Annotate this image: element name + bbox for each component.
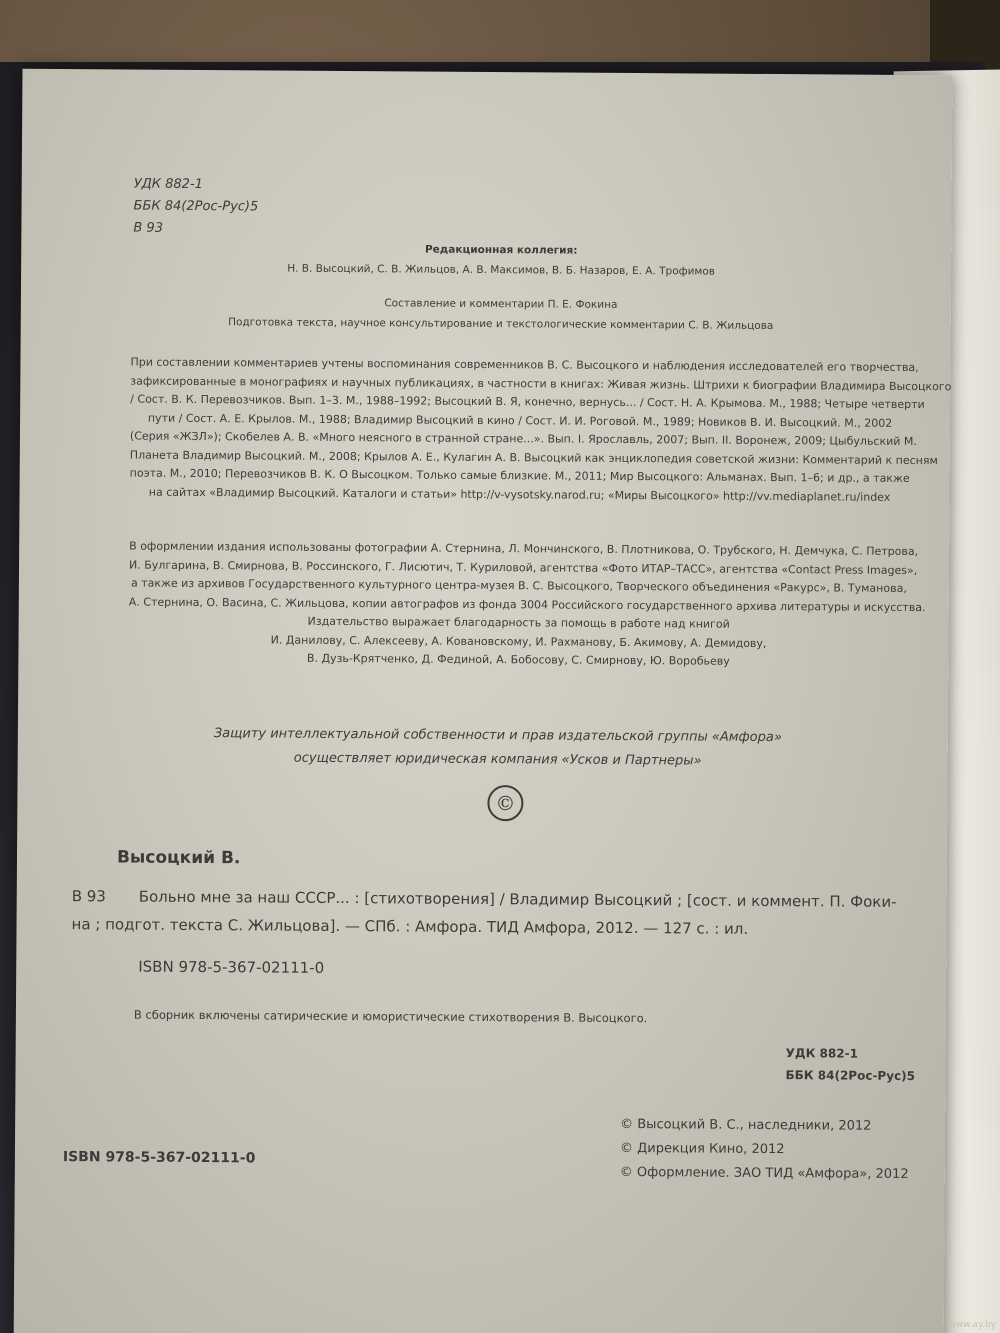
legal-line-2: осуществляет юридическая компания «Усков и Партнеры»: [293, 750, 702, 769]
thanks-names-line: В. Дузь-Крятченко, Д. Фединой, А. Бобосову, С. Смирнову, Ю. Воробьеву: [306, 651, 730, 668]
sources-line: Планета Владимир Высоцкий. М., 2008; Крылов А. Е., Кулагин А. В. Высоцкий как энциклопедия советской жизни: Комментарий к песням: [129, 448, 938, 467]
editorial-board-heading: Редакционная коллегия:: [424, 243, 578, 257]
sources-line: пути / Сост. А. Е. Крылов. М., 1988; Владимир Высоцкий в кино / Сост. И. И. Роговой. М., 1989; Новиков В. И. Высоцкий. М., 2002: [147, 411, 893, 430]
sources-paragraph: [129, 354, 952, 507]
copyright-line: © Высоцкий В. С., наследники, 2012: [620, 1116, 872, 1134]
udk-block-top: [133, 174, 258, 241]
author-sign-line: В 93: [133, 220, 164, 236]
photos-line: А. Стернина, О. Васина, С. Жильцова, копии автографов из фонда 3004 Российского государственного архива литературы и искусства.: [128, 595, 926, 614]
sources-line: При составлении комментариев учтены воспоминания современников В. С. Высоцкого и наблюдения исследователей его творчества,: [130, 355, 919, 375]
catalog-entry-line-1: Больно мне за наш СССР... : [стихотворения] / Владимир Высоцкий ; [сост. и коммент. П. Фоки-: [138, 887, 897, 911]
copyright-line: © Оформление. ЗАО ТИД «Амфора», 2012: [619, 1164, 909, 1182]
catalog-entry-line-2: на ; подгот. текста С. Жильцова]. — СПб. : Амфора. ТИД Амфора, 2012. — 127 с. : ил.: [71, 915, 749, 938]
catalog-isbn: ISBN 978-5-367-02111-0: [138, 957, 325, 977]
thanks-heading: Издательство выражает благодарность за помощь в работе над книгой: [307, 614, 730, 631]
sources-line: (Серия «ЖЗЛ»); Скобелев А. В. «Много неясного в странной стране...». Вып. I. Ярославль, 2007; Вып. II. Воронеж, 2009; Цыбульский М.: [129, 429, 917, 449]
copyright-symbol: ©: [487, 785, 523, 821]
imprint-page: [14, 69, 953, 1333]
compilation-credit: Составление и комментарии П. Е. Фокина: [384, 297, 618, 311]
site-watermark: www.ay.by: [948, 1320, 996, 1330]
bbk-line: ББК 84(2Рос-Рус)5: [133, 198, 259, 215]
copyright-notices: [620, 1113, 909, 1187]
bbk-line: ББК 84(2Рос-Рус)5: [785, 1068, 916, 1084]
photos-paragraph: [128, 538, 926, 673]
catalog-author-sign: В 93: [71, 887, 106, 906]
sources-line: на сайтах «Владимир Высоцкий. Каталоги и статьи» http://v-vysotsky.narod.ru; «Миры Высоцкого» http://vv.mediaplanet.ru/index: [148, 485, 891, 504]
sources-line: поэта. М., 2010; Перевозчиков В. К. О Высоцком. Только самые близкие. М., 2011; Мир Высоцкого: Альманах. Вып. 1–6; и др., а также: [129, 466, 910, 485]
sources-line: зафиксированные в монографиях и научных публикациях, в частности в книгах: Живая жизнь. Штрихи к биографии Владимира Высоцкого: [130, 374, 952, 393]
sources-line: / Сост. В. К. Перевозчиков. Вып. 1–3. М., 1988–1992; Высоцкий В. Я, конечно, вернусь... / Сост. Н. А. Крымова. М., 1988; Четыре четверти: [130, 392, 925, 412]
photos-line: а также из архивов Государственного культурного центра-музея В. С. Высоцкого, Творческого объединения «Ракурс», В. Туманова,: [130, 576, 907, 595]
legal-line-1: Защиту интеллектуальной собственности и прав издательской группы «Амфора»: [213, 726, 782, 746]
editorial-board-members: Н. В. Высоцкий, С. В. Жильцов, А. В. Максимов, В. Б. Назаров, Е. А. Трофимов: [287, 262, 716, 278]
catalog-author: Высоцкий В.: [116, 847, 241, 869]
udk-line: УДК 882-1: [785, 1046, 859, 1061]
thanks-names-line: И. Данилову, С. Алексееву, А. Ковановскому, И. Рахманову, Б. Акимову, А. Демидову,: [270, 633, 767, 650]
catalog-annotation: В сборник включены сатирические и юмористические стихотворения В. Высоцкого.: [133, 1007, 648, 1026]
isbn-bottom: ISBN 978-5-367-02111-0: [62, 1149, 256, 1167]
preparation-credit: Подготовка текста, научное консультирование и текстологические комментарии С. В. Жильцова: [228, 316, 774, 333]
udk-block-bottom: [785, 1042, 915, 1087]
udk-line: УДК 882-1: [133, 176, 203, 193]
copyright-line: © Дирекция Кино, 2012: [619, 1140, 785, 1158]
photos-line: И. Булгарина, В. Смирнова, В. Россинского, Г. Лисютич, Т. Куриловой, агентства «Фото ИТАР–ТАСС», агентства «Contact Press Images»,: [129, 558, 918, 577]
photos-line: В оформлении издания использованы фотографии А. Стернина, Л. Мончинского, В. Плотникова, О. Трубского, Н. Демчука, С. Петрова,: [129, 539, 919, 559]
